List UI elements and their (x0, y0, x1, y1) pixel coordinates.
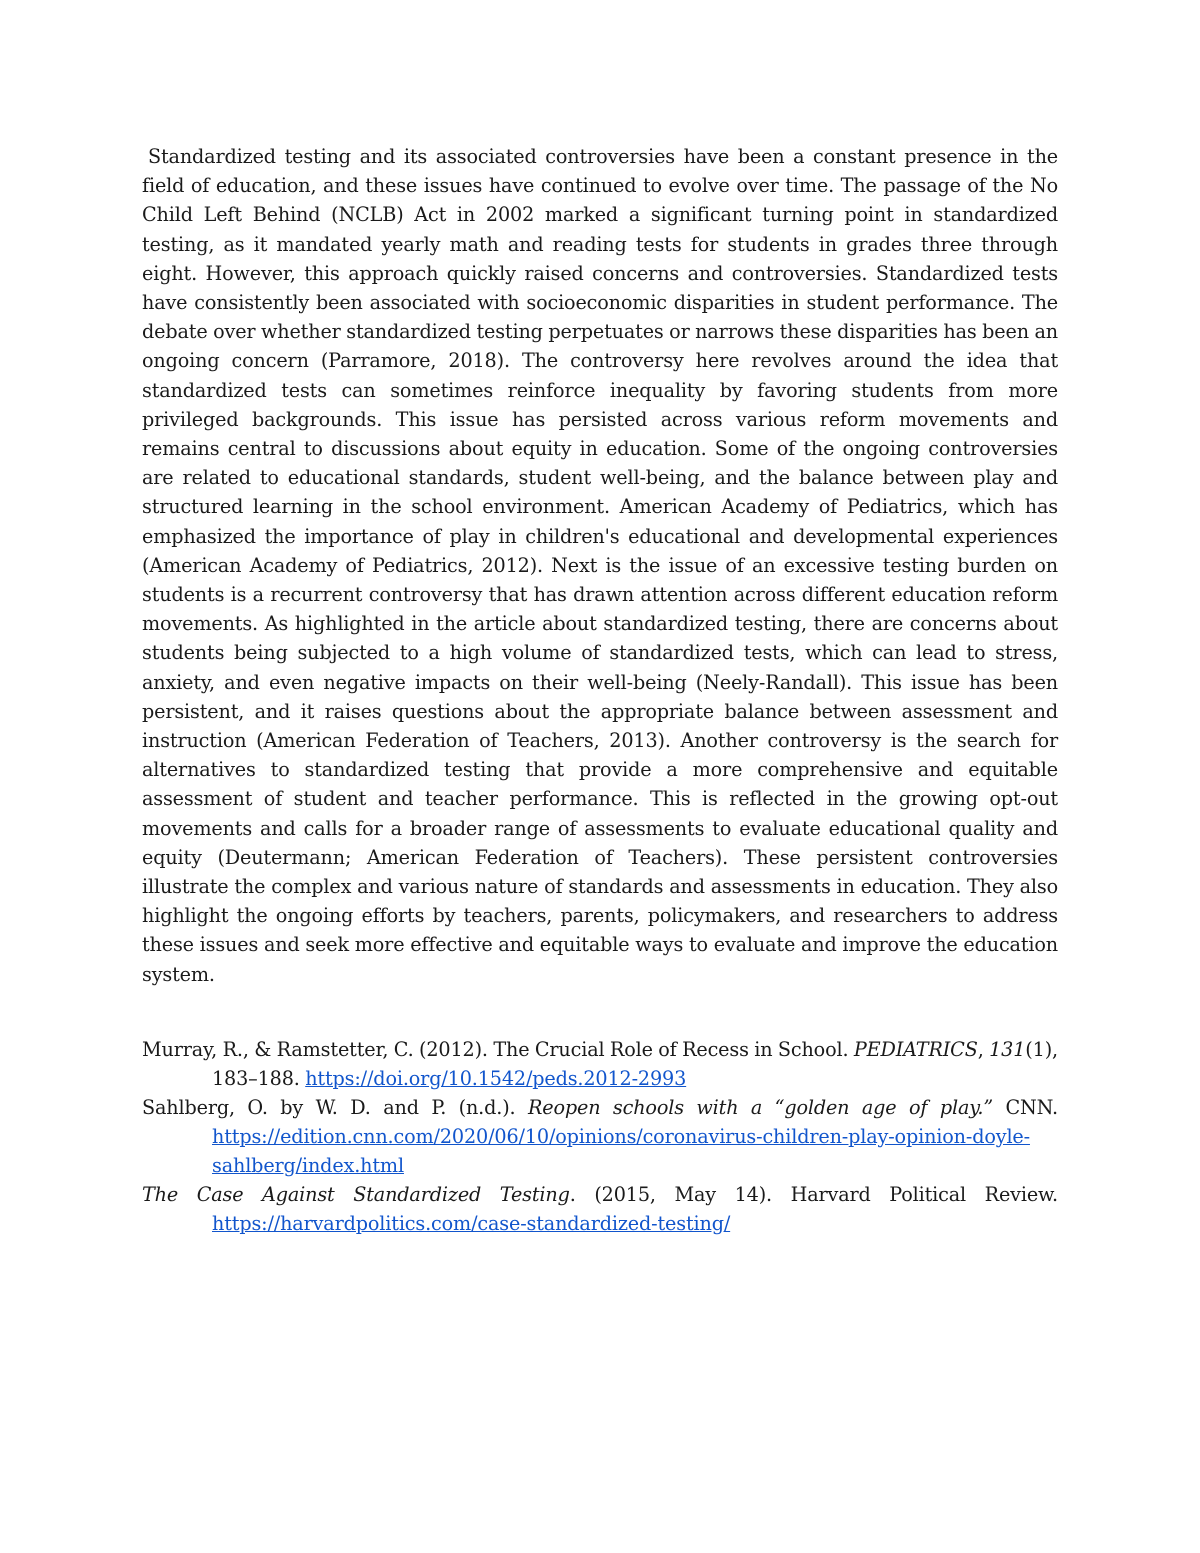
reference-authors: Sahlberg, O. by W. D. and P. (n.d.). (142, 1095, 528, 1119)
reference-volume: 131 (989, 1037, 1026, 1061)
reference-sahlberg (142, 1093, 1058, 1180)
reference-source: . (2015, May 14). Harvard Political Review. (569, 1182, 1058, 1206)
reference-separator: , (977, 1037, 990, 1061)
reference-harvard (142, 1180, 1058, 1238)
reference-pages: (1), 183–188. (212, 1037, 1058, 1090)
reference-murray (142, 1035, 1058, 1093)
body-paragraph: Standardized testing and its associated controversies have been a constant presence in the field of education, and these issues have continued to evolve over time. The passage of the No Child Left Behind (NCLB) Act in 2002 marked a significant turning point in standardized testing, as it mandated yearly math and reading tests for students in grades three through eight. However, this approach quickly raised concerns and controversies. Standardized tests have consistently been associated with socioeconomic disparities in student performance. The debate over whether standardized testing perpetuates or narrows these disparities has been an ongoing concern (Parramore, 2018). The controversy here revolves around the idea that standardized tests can sometimes reinforce inequality by favoring students from more privileged backgrounds. This issue has persisted across various reform movements and remains central to discussions about equity in education. Some of the ongoing controversies are related to educational standards, student well-being, and the balance between play and structured learning in the school environment. American Academy of Pediatrics, which has emphasized the importance of play in children's educational and developmental experiences (American Academy of Pediatrics, 2012). Next is the issue of an excessive testing burden on students is a recurrent controversy that has drawn attention across different education reform movements. As highlighted in the article about standardized testing, there are concerns about students being subjected to a high volume of standardized tests, which can lead to stress, anxiety, and even negative impacts on their well-being (Neely-Randall). This issue has been persistent, and it raises questions about the appropriate balance between assessment and instruction (American Federation of Teachers, 2013). Another controversy is the search for alternatives to standardized testing that provide a more comprehensive and equitable assessment of student and teacher performance. This is reflected in the growing opt-out movements and calls for a broader range of assessments to evaluate educational quality and equity (Deutermann; American Federation of Teachers). These persistent controversies illustrate the complex and various nature of standards and assessments in education. They also highlight the ongoing efforts by teachers, parents, policymakers, and researchers to address these issues and seek more effective and equitable ways to evaluate and improve the education system. (142, 145, 1058, 986)
reference-title: The Case Against Standardized Testing (142, 1182, 570, 1206)
document-page (142, 142, 1058, 1238)
reference-journal: PEDIATRICS (853, 1037, 978, 1061)
reference-source: CNN. (992, 1095, 1058, 1119)
reference-title: Reopen schools with a “golden age of play.” (527, 1095, 993, 1119)
reference-link-doi[interactable]: https://doi.org/10.1542/peds.2012-2993 (305, 1066, 687, 1090)
reference-authors: Murray, R., & Ramstetter, C. (2012). The Crucial Role of Recess in School. (142, 1037, 854, 1061)
reference-link-cnn[interactable]: https://edition.cnn.com/2020/06/10/opinions/coronavirus-children-play-opinion-doyle-sahlberg/index.html (212, 1124, 1030, 1177)
reference-link-harvard[interactable]: https://harvardpolitics.com/case-standardized-testing/ (212, 1211, 731, 1235)
references-list (142, 1035, 1058, 1238)
